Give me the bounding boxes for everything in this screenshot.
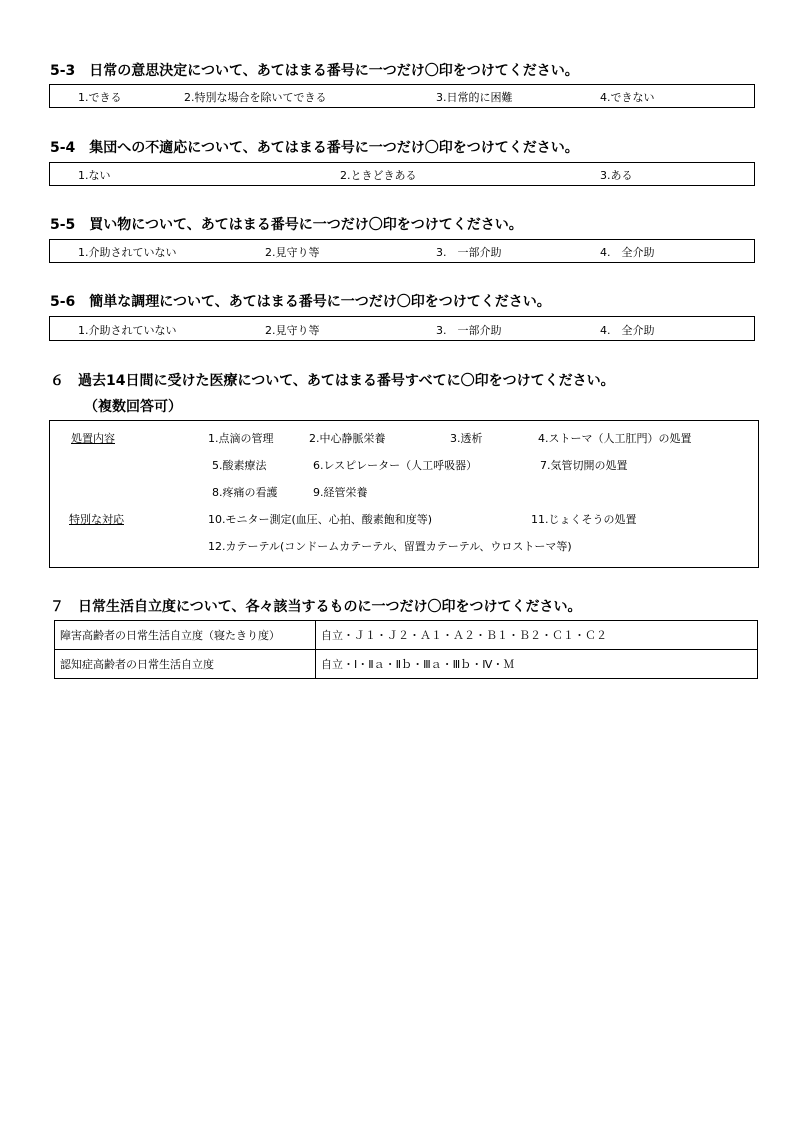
option-5-3-4[interactable]: 4.できない [600,91,655,104]
label-special: 特別な対応 [69,513,124,526]
question-5-5-options-box [49,239,755,263]
option-5-6-4[interactable]: 4. 全介助 [600,324,655,337]
row-value-dementia[interactable]: 自立・Ⅰ・Ⅱａ・Ⅱｂ・Ⅲａ・Ⅲｂ・Ⅳ・Ｍ [316,650,758,679]
option-5-6-1[interactable]: 1.介助されていない [78,324,177,337]
table-row [55,621,758,650]
question-5-6-title: 5-6 簡単な調理について、あてはまる番号に一つだけ〇印をつけてください。 [50,294,551,310]
question-5-4-options-box [49,162,755,186]
option-6-9[interactable]: 9.経管栄養 [313,486,368,499]
option-5-3-1[interactable]: 1.できる [78,91,122,104]
option-5-4-2[interactable]: 2.ときどきある [340,169,417,182]
option-6-2[interactable]: 2.中心静脈栄養 [309,432,386,445]
option-5-6-2[interactable]: 2.見守り等 [265,324,320,337]
row-label-dementia: 認知症高齢者の日常生活自立度 [55,650,316,679]
question-5-3-options-box [49,84,755,108]
question-5-3-title: 5-3 日常の意思決定について、あてはまる番号に一つだけ〇印をつけてください。 [50,63,579,79]
option-6-4[interactable]: 4.ストーマ（人工肛門）の処置 [538,432,692,445]
row-label-bedridden: 障害高齢者の日常生活自立度（寝たきり度） [55,621,316,650]
option-5-5-2[interactable]: 2.見守り等 [265,246,320,259]
label-treatment: 処置内容 [71,432,115,445]
option-6-1[interactable]: 1.点滴の管理 [208,432,274,445]
option-5-3-2[interactable]: 2.特別な場合を除いてできる [184,91,327,104]
option-6-8[interactable]: 8.疼痛の看護 [212,486,278,499]
option-6-5[interactable]: 5.酸素療法 [212,459,267,472]
option-5-4-1[interactable]: 1.ない [78,169,111,182]
question-6-title: ６ 過去14日間に受けた医療について、あてはまる番号すべてに〇印をつけてください。 [50,373,615,389]
option-6-11[interactable]: 11.じょくそうの処置 [531,513,637,526]
option-5-5-3[interactable]: 3. 一部介助 [436,246,502,259]
question-5-6-options-box [49,316,755,341]
option-5-5-1[interactable]: 1.介助されていない [78,246,177,259]
table-row [55,650,758,679]
question-6-note: （複数回答可） [84,399,182,415]
option-6-6[interactable]: 6.レスピレーター（人工呼吸器） [313,459,478,472]
option-5-5-4[interactable]: 4. 全介助 [600,246,655,259]
option-6-3[interactable]: 3.透析 [450,432,483,445]
question-5-5-title: 5-5 買い物について、あてはまる番号に一つだけ〇印をつけてください。 [50,217,523,233]
question-5-4-title: 5-4 集団への不適応について、あてはまる番号に一つだけ〇印をつけてください。 [50,140,579,156]
option-5-4-3[interactable]: 3.ある [600,169,633,182]
independence-table [54,620,758,679]
row-value-bedridden[interactable]: 自立・Ｊ１・Ｊ２・Ａ１・Ａ２・Ｂ１・Ｂ２・Ｃ１・Ｃ２ [316,621,758,650]
option-5-6-3[interactable]: 3. 一部介助 [436,324,502,337]
question-6-options-box [49,420,759,568]
option-6-12[interactable]: 12.カテーテル(コンドームカテーテル、留置カテーテル、ウロストーマ等) [208,540,572,553]
option-6-10[interactable]: 10.モニター測定(血圧、心拍、酸素飽和度等) [208,513,433,526]
option-5-3-3[interactable]: 3.日常的に困難 [436,91,513,104]
question-7-title: ７ 日常生活自立度について、各々該当するものに一つだけ〇印をつけてください。 [50,599,582,615]
option-6-7[interactable]: 7.気管切開の処置 [540,459,628,472]
